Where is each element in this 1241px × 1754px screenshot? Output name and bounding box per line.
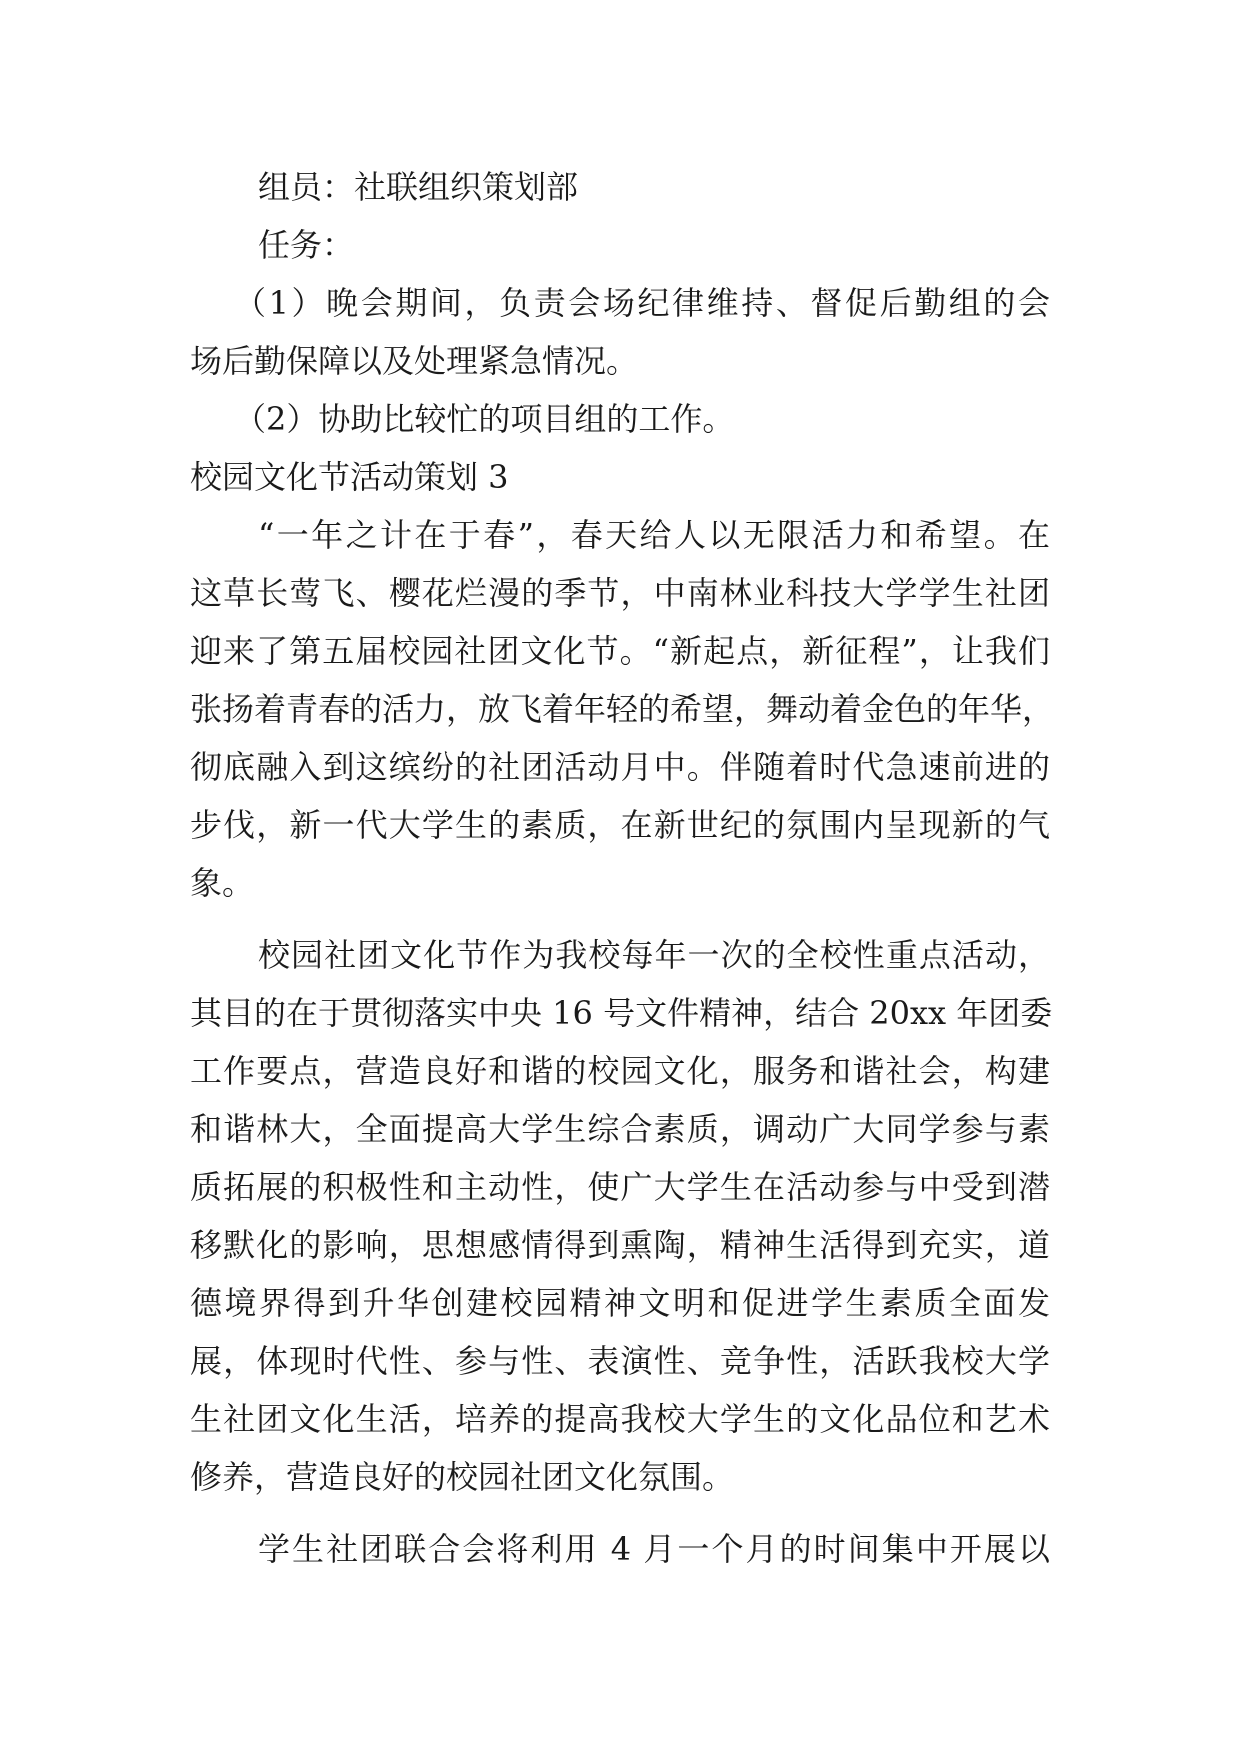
task-item-1-line-2: 场后勤保障以及处理紧急情况。 (190, 342, 639, 380)
paragraph-2-line-7: 德境界得到升华创建校园精神文明和促进学生素质全面发 (190, 1284, 1050, 1322)
paragraph-1-line-1: “一年之计在于春”，春天给人以无限活力和希望。在 (258, 516, 1050, 554)
document-body (190, 158, 1055, 1578)
paragraph-1-line-5: 彻底融入到这缤纷的社团活动月中。伴随着时代急速前进的 (190, 748, 1050, 786)
paragraph-2-line-1: 校园社团文化节作为我校每年一次的全校性重点活动， (258, 936, 1050, 974)
task-item-1-line-1: （1）晚会期间，负责会场纪律维持、督促后勤组的会 (234, 284, 1050, 322)
paragraph-1-line-7: 象。 (190, 864, 255, 902)
paragraph-2-line-6: 移默化的影响，思想感情得到熏陶，精神生活得到充实，道 (190, 1226, 1050, 1264)
paragraph-2-line-9: 生社团文化生活，培养的提高我校大学生的文化品位和艺术 (190, 1400, 1050, 1438)
paragraph-2-line-2: 其目的在于贯彻落实中央 16 号文件精神，结合 20xx 年团委 (190, 994, 1053, 1032)
section-title: 校园文化节活动策划 3 (190, 458, 509, 496)
paragraph-1-line-6: 步伐，新一代大学生的素质，在新世纪的氛围内呈现新的气 (190, 806, 1050, 844)
paragraph-2-line-4: 和谐林大，全面提高大学生综合素质，调动广大同学参与素 (190, 1110, 1050, 1148)
paragraph-1-line-4: 张扬着青春的活力，放飞着年轻的希望，舞动着金色的年华， (190, 690, 1055, 728)
paragraph-3-line-1: 学生社团联合会将利用 4 月一个月的时间集中开展以 (258, 1530, 1050, 1568)
paragraph-2-line-5: 质拓展的积极性和主动性，使广大学生在活动参与中受到潜 (190, 1168, 1050, 1206)
paragraph-2-line-10: 修养，营造良好的校园社团文化氛围。 (190, 1458, 735, 1496)
paragraph-1-line-3: 迎来了第五届校园社团文化节。“新起点，新征程”，让我们 (190, 632, 1050, 670)
paragraph-2-line-8: 展，体现时代性、参与性、表演性、竞争性，活跃我校大学 (190, 1342, 1050, 1380)
members-line: 组员：社联组织策划部 (258, 168, 579, 206)
task-heading: 任务： (258, 226, 355, 264)
paragraph-2-line-3: 工作要点，营造良好和谐的校园文化，服务和谐社会，构建 (190, 1052, 1050, 1090)
paragraph-1-line-2: 这草长莺飞、樱花烂漫的季节，中南林业科技大学学生社团 (190, 574, 1050, 612)
task-item-2: （2）协助比较忙的项目组的工作。 (234, 400, 735, 438)
